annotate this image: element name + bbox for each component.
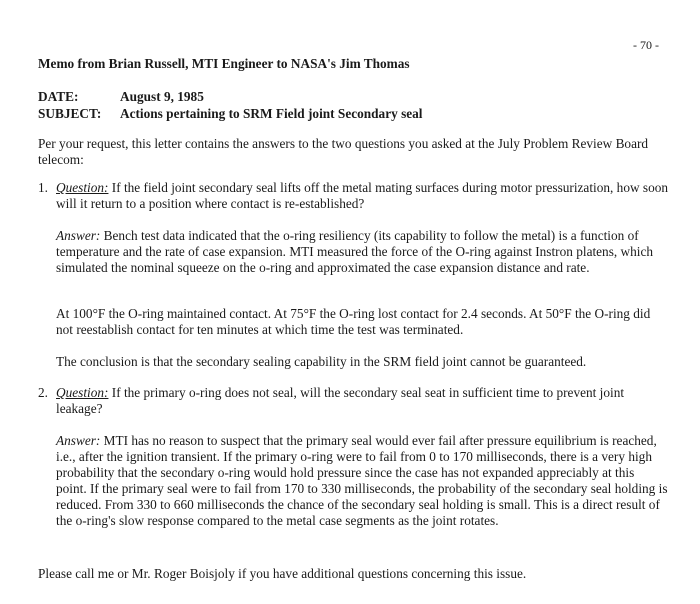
question-1: [56, 180, 678, 212]
intro-paragraph: Per your request, this letter contains the answers to the two questions you asked at the July Problem Review Board telecom:: [38, 136, 649, 167]
answer-label-1: Answer:: [56, 228, 101, 243]
date-label: DATE:: [38, 89, 79, 104]
item-number-1: 1.: [38, 180, 48, 195]
memo-title: Memo from Brian Russell, MTI Engineer to NASA's Jim Thomas: [38, 56, 410, 71]
answer-1-paragraph-2: At 100°F the O-ring maintained contact. At 75°F the O-ring lost contact for 2.4 seconds. At 50°F the O-ring did not reestablish contact for ten minutes at which time the test was terminated.: [56, 306, 651, 337]
date-value: August 9, 1985: [120, 89, 204, 104]
answer-1-paragraph-3: The conclusion is that the secondary sealing capability in the SRM field joint cannot be guaranteed.: [56, 354, 587, 369]
answer-2: [56, 433, 668, 529]
question-text-1: If the field joint secondary seal lifts off the metal mating surfaces during motor pressurization, how soon will it return to a position where contact is re-established?: [56, 180, 669, 211]
answer-text-1: Bench test data indicated that the o-ring resiliency (its capability to follow the metal) is a function of temperature and the rate of case expansion. MTI measured the force of the O-ring against Instron platens, which simulated the nominal squeeze on the o-ring and approximated the case expansion distance and rate.: [56, 228, 654, 275]
page-number: - 70 -: [633, 38, 659, 52]
question-2: [56, 385, 666, 417]
item-number-2: 2.: [38, 385, 48, 400]
question-text-2: If the primary o-ring does not seal, will the secondary seal seat in sufficient time to prevent joint leakage?: [56, 385, 625, 416]
answer-1: [56, 228, 666, 276]
subject-label: SUBJECT:: [38, 106, 102, 121]
question-label-2: Question:: [56, 385, 109, 400]
question-label-1: Question:: [56, 180, 109, 195]
answer-text-2: MTI has no reason to suspect that the primary seal would ever fail after pressure equilibrium is reached, i.e., after the ignition transient. If the primary o-ring were to fail from 0 to 170 milliseconds, there is a very high probability that the secondary o-ring would hold pressure since the case has not expanded appreciably at this point. If the primary seal were to fail from 170 to 330 milliseconds, the probability of the secondary seal holding is reduced. From 330 to 660 milliseconds the chance of the secondary seal holding is small. This is a direct result of the o-ring's slow response compared to the metal case segments as the joint rotates.: [56, 433, 668, 528]
subject-value: Actions pertaining to SRM Field joint Secondary seal: [120, 106, 423, 121]
closing-paragraph: Please call me or Mr. Roger Boisjoly if you have additional questions concerning this issue.: [38, 566, 527, 581]
answer-label-2: Answer:: [56, 433, 101, 448]
